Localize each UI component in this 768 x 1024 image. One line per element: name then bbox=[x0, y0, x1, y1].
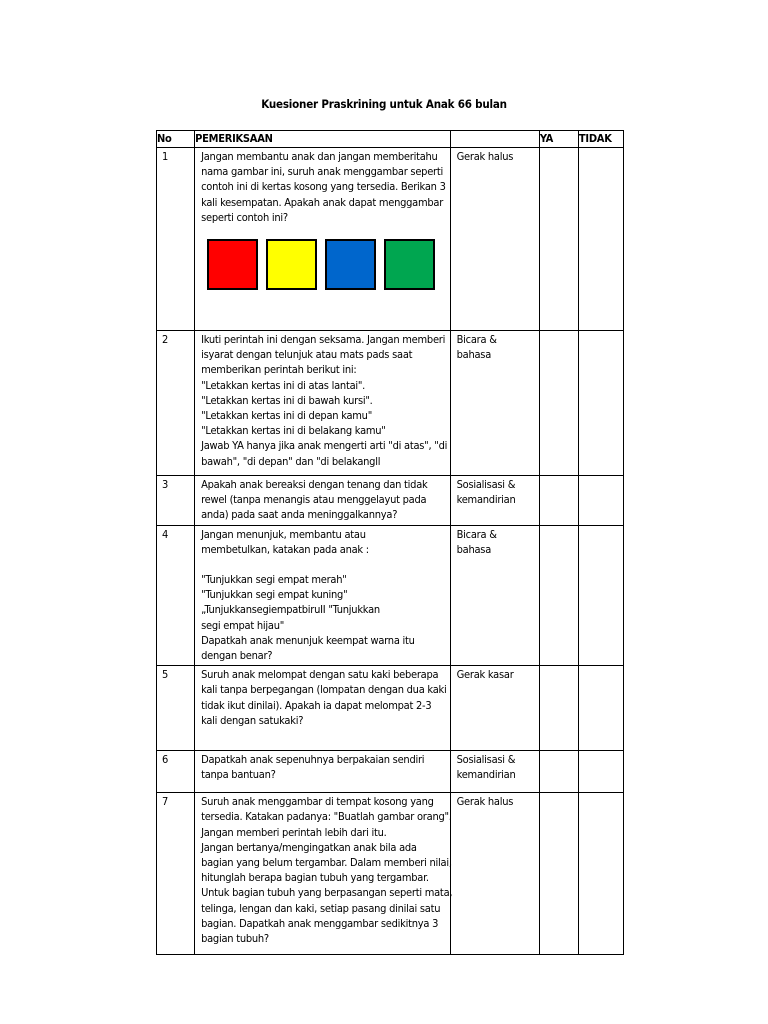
item-development-area bbox=[450, 751, 539, 793]
answer-tidak-cell[interactable] bbox=[578, 666, 623, 751]
question-line: nama gambar ini, suruh anak menggambar seperti bbox=[201, 165, 443, 179]
question-line: segi empat hijau" bbox=[201, 618, 285, 632]
question-line: tanpa bantuan? bbox=[201, 768, 276, 782]
header-row bbox=[157, 131, 624, 148]
question-line: anda) pada saat anda meninggalkannya? bbox=[201, 508, 398, 522]
question-line: Jangan membantu anak dan jangan memberitahu bbox=[201, 150, 438, 163]
item-number: 2 bbox=[157, 331, 195, 476]
item-question bbox=[195, 148, 451, 331]
answer-tidak-cell[interactable] bbox=[578, 525, 623, 666]
question-blank-line bbox=[201, 557, 446, 572]
question-line: Ikuti perintah ini dengan seksama. Jangan memberi bbox=[201, 333, 446, 346]
item-number: 7 bbox=[157, 793, 195, 955]
table-row bbox=[157, 793, 624, 955]
question-line: memberikan perintah berikut ini: bbox=[201, 363, 357, 377]
item-question bbox=[195, 476, 451, 526]
item-question bbox=[195, 525, 451, 666]
answer-ya-cell[interactable] bbox=[539, 793, 578, 955]
item-number: 6 bbox=[157, 751, 195, 793]
answer-tidak-cell[interactable] bbox=[578, 751, 623, 793]
red-square bbox=[207, 239, 258, 290]
question-line: hitunglah berapa bagian tubuh yang tergambar. bbox=[201, 871, 429, 885]
question-line: kali kesempatan. Apakah anak dapat menggambar bbox=[201, 195, 444, 209]
item-development-area bbox=[450, 525, 539, 666]
area-line: kemandirian bbox=[456, 493, 516, 507]
answer-ya-cell[interactable] bbox=[539, 666, 578, 751]
header-tidak: TIDAK bbox=[578, 131, 623, 148]
green-square bbox=[384, 239, 435, 290]
item-development-area bbox=[450, 148, 539, 331]
question-line: telinga, lengan dan kaki, setiap pasang dinilai satu bbox=[201, 901, 441, 915]
question-line: tidak ikut dinilai). Apakah ia dapat melompat 2-3 bbox=[201, 698, 432, 712]
header-ya: YA bbox=[539, 131, 578, 148]
area-line: bahasa bbox=[456, 542, 492, 556]
header-no: No bbox=[157, 131, 195, 148]
area-line: Sosialisasi & bbox=[456, 478, 516, 491]
area-line: kemandirian bbox=[456, 768, 516, 782]
item-development-area bbox=[450, 476, 539, 526]
area-line: Bicara & bbox=[456, 527, 497, 541]
question-line: Jangan menunjuk, membantu atau bbox=[201, 527, 366, 541]
question-line: tersedia. Katakan padanya: "Buatlah gambar orang". bbox=[201, 810, 452, 824]
item-question bbox=[195, 666, 451, 751]
blue-square bbox=[325, 239, 376, 290]
area-line: Gerak halus bbox=[456, 795, 514, 809]
question-line: rewel (tanpa menangis atau menggelayut pada bbox=[201, 493, 427, 507]
question-line: bagian yang belum tergambar. Dalam memberi nilai, bbox=[201, 856, 452, 870]
yellow-square bbox=[266, 239, 317, 290]
area-line: Gerak halus bbox=[456, 150, 514, 163]
question-line: Suruh anak melompat dengan satu kaki beberapa bbox=[201, 668, 439, 682]
table-row bbox=[157, 331, 624, 476]
answer-tidak-cell[interactable] bbox=[578, 793, 623, 955]
answer-ya-cell[interactable] bbox=[539, 751, 578, 793]
question-line: bagian. Dapatkah anak menggambar sedikitnya 3 bbox=[201, 916, 439, 930]
question-line: bagian tubuh? bbox=[201, 932, 269, 946]
table-row bbox=[157, 666, 624, 751]
answer-ya-cell[interactable] bbox=[539, 525, 578, 666]
questionnaire-table bbox=[156, 130, 624, 955]
item-development-area bbox=[450, 666, 539, 751]
question-line: Suruh anak menggambar di tempat kosong yang bbox=[201, 795, 434, 809]
area-line: Gerak kasar bbox=[456, 668, 514, 682]
question-line: Untuk bagian tubuh yang berpasangan seperti mata, bbox=[201, 886, 453, 900]
header-area bbox=[450, 131, 539, 148]
question-line: Jangan bertanya/mengingatkan anak bila ada bbox=[201, 840, 417, 854]
question-line: Dapatkah anak menunjuk keempat warna itu bbox=[201, 633, 415, 647]
question-line: "Tunjukkan segi empat kuning" bbox=[201, 588, 348, 602]
item-number: 5 bbox=[157, 666, 195, 751]
question-line: Dapatkah anak sepenuhnya berpakaian sendiri bbox=[201, 753, 425, 767]
answer-tidak-cell[interactable] bbox=[578, 331, 623, 476]
question-line: contoh ini di kertas kosong yang tersedia. Berikan 3 bbox=[201, 180, 446, 194]
question-line: membetulkan, katakan pada anak : bbox=[201, 542, 369, 556]
item-development-area bbox=[450, 793, 539, 955]
area-line: Bicara & bbox=[456, 333, 497, 346]
answer-ya-cell[interactable] bbox=[539, 148, 578, 331]
question-line: Jawab YA hanya jika anak mengerti arti "di atas", "di bbox=[201, 439, 448, 453]
item-number: 3 bbox=[157, 476, 195, 526]
area-line: bahasa bbox=[456, 348, 492, 362]
area-line: Sosialisasi & bbox=[456, 753, 516, 767]
item-question bbox=[195, 751, 451, 793]
item-number: 4 bbox=[157, 525, 195, 666]
item-development-area bbox=[450, 331, 539, 476]
answer-ya-cell[interactable] bbox=[539, 331, 578, 476]
header-pemeriksaan: PEMERIKSAAN bbox=[195, 131, 451, 148]
questionnaire-body bbox=[157, 148, 624, 955]
question-line: "Letakkan kertas ini di bawah kursi". bbox=[201, 393, 373, 407]
item-number: 1 bbox=[157, 148, 195, 331]
question-line: isyarat dengan telunjuk atau mats pads saat bbox=[201, 348, 413, 362]
question-line: "Letakkan kertas ini di depan kamu" bbox=[201, 409, 373, 423]
answer-tidak-cell[interactable] bbox=[578, 476, 623, 526]
color-squares bbox=[207, 239, 446, 290]
question-line: „TunjukkansegiempatbiruII "Tunjukkan bbox=[201, 603, 380, 617]
question-line: kali dengan satukaki? bbox=[201, 713, 304, 727]
table-row bbox=[157, 751, 624, 793]
question-line: dengan benar? bbox=[201, 649, 273, 663]
item-question bbox=[195, 793, 451, 955]
question-line: Jangan memberi perintah lebih dari itu. bbox=[201, 825, 387, 839]
question-line: bawah", "di depan" dan "di belakangll bbox=[201, 454, 381, 468]
question-line: "Letakkan kertas ini di belakang kamu" bbox=[201, 424, 386, 438]
answer-ya-cell[interactable] bbox=[539, 476, 578, 526]
question-line: "Letakkan kertas ini di atas lantai". bbox=[201, 378, 366, 392]
question-line: seperti contoh ini? bbox=[201, 210, 288, 224]
item-question bbox=[195, 331, 451, 476]
answer-tidak-cell[interactable] bbox=[578, 148, 623, 331]
page-title: Kuesioner Praskrining untuk Anak 66 bulan bbox=[261, 97, 507, 111]
table-row bbox=[157, 525, 624, 666]
question-line: "Tunjukkan segi empat merah" bbox=[201, 573, 347, 587]
question-line: kali tanpa berpegangan (lompatan dengan dua kaki bbox=[201, 683, 447, 697]
question-line: Apakah anak bereaksi dengan tenang dan tidak bbox=[201, 478, 428, 491]
table-row bbox=[157, 476, 624, 526]
table-row bbox=[157, 148, 624, 331]
